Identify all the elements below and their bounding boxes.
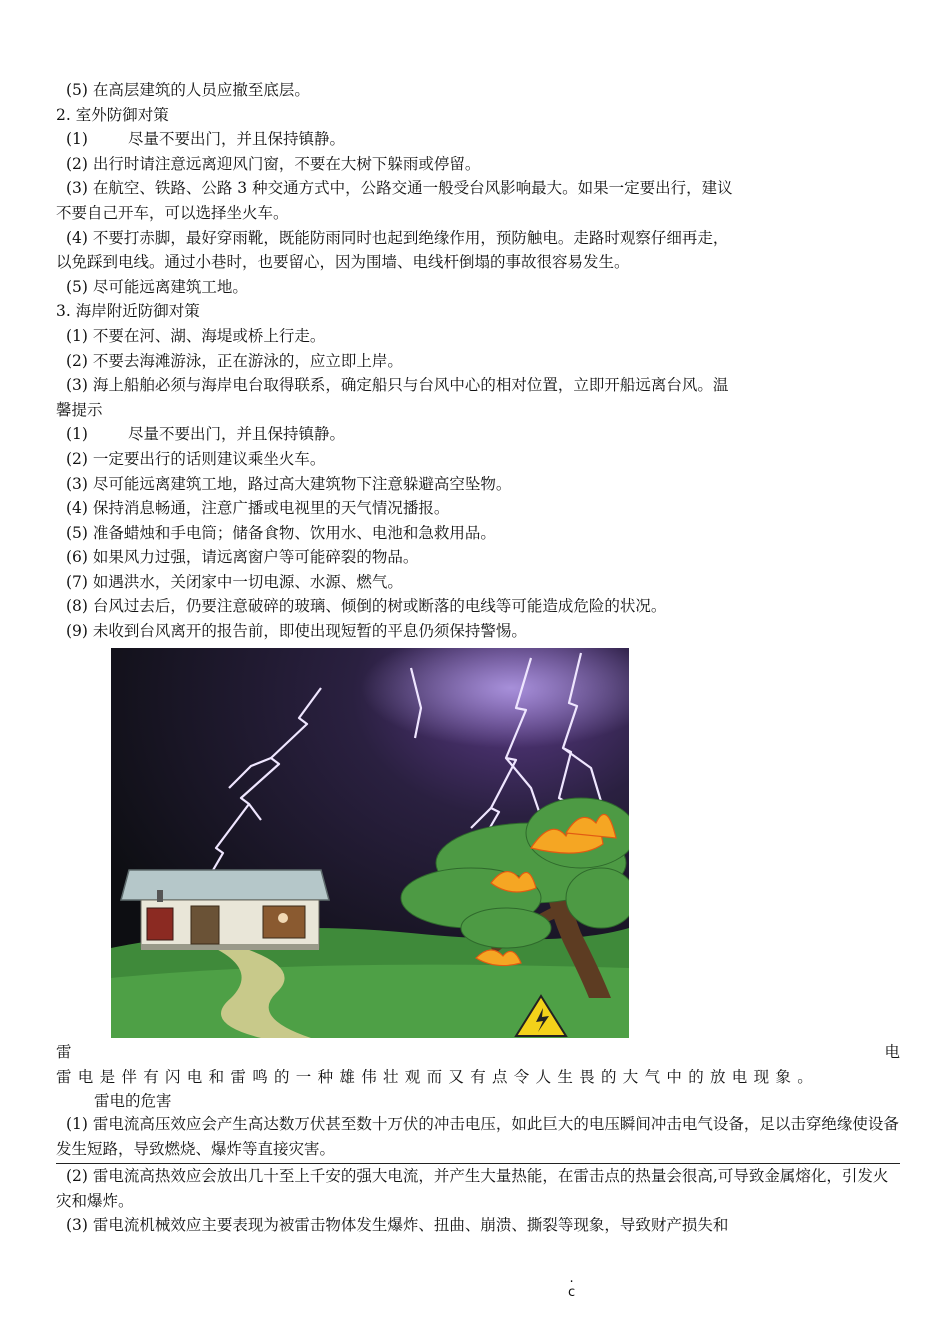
paragraph-line: (9) 未收到台风离开的报告前，即使出现短暂的平息仍须保持警惕。 <box>66 622 527 641</box>
paragraph-line: (5) 尽可能远离建筑工地。 <box>66 277 248 296</box>
paragraph-line: (2) 出行时请注意远离迎风门窗，不要在大树下躲雨或停留。 <box>66 154 481 173</box>
section-heading: 3. 海岸附近防御对策 <box>56 302 200 321</box>
paragraph-line: (3) 在航空、铁路、公路 3 种交通方式中，公路交通一般受台风影响最大。如果一定要出行，建议 <box>66 179 733 198</box>
paragraph-line: (6) 如果风力过强，请远离窗户等可能碎裂的物品。 <box>66 548 419 567</box>
lightning-definition: 雷电是伴有闪电和雷鸣的一种雄伟壮观而又有点令人生畏的大气中的放电现象。 <box>56 1068 820 1086</box>
paragraph-line: (8) 台风过去后，仍要注意破碎的玻璃、倾倒的树或断落的电线等可能造成危险的状况。 <box>66 597 667 616</box>
paragraph-line: 以免踩到电线。通过小巷时，也要留心，因为围墙、电线杆倒塌的事故很容易发生。 <box>56 253 630 272</box>
document-body <box>56 78 900 644</box>
justified-title-line <box>56 1040 900 1065</box>
paragraph-line: (4) 保持消息畅通，注意广播或电视里的天气情况播报。 <box>66 499 450 518</box>
footer-dot: . <box>569 1271 574 1286</box>
split-left-char: 雷 <box>56 1043 72 1061</box>
paragraph-line: (7) 如遇洪水，关闭家中一切电源、水源、燃气。 <box>66 572 403 591</box>
split-right-char: 电 <box>884 1043 900 1061</box>
paragraph-line: 馨提示 <box>56 400 103 419</box>
section-heading: 雷电的危害 <box>94 1092 172 1110</box>
paragraph: (2) 雷电流高热效应会放出几十至上千安的强大电流，并产生大量热能，在雷击点的热量会很高,可导致金属熔化，引发火灾和爆炸。 <box>56 1167 889 1210</box>
paragraph-line: (2) 一定要出行的话则建议乘坐火车。 <box>66 449 326 468</box>
paragraph-line: (3) 尽可能远离建筑工地，路过高大建筑物下注意躲避高空坠物。 <box>66 474 512 493</box>
paragraph-line: 不要自己开车，可以选择坐火车。 <box>56 203 289 222</box>
paragraph-line: (2) 不要去海滩游泳，正在游泳的，应立即上岸。 <box>66 351 403 370</box>
paragraph-line: (1) 尽量不要出门，并且保持镇静。 <box>66 425 345 444</box>
lightning-scene <box>111 648 629 1038</box>
paragraph-line: (1) 不要在河、湖、海堤或桥上行走。 <box>66 326 326 345</box>
paragraph-line: (5) 准备蜡烛和手电筒；储备食物、饮用水、电池和急救用品。 <box>66 523 496 542</box>
paragraph: (1) 雷电流高压效应会产生高达数万伏甚至数十万伏的冲击电压，如此巨大的电压瞬间冲击电气设备，足以击穿绝缘使设备发生短路，导致燃烧、爆炸等直接灾害。 <box>56 1115 899 1158</box>
section-heading: 2. 室外防御对策 <box>56 105 169 124</box>
lightning-hazards <box>56 1112 900 1238</box>
house <box>121 870 329 950</box>
lightning-illustration <box>111 648 629 1038</box>
paragraph-line: (4) 不要打赤脚，最好穿雨靴，既能防雨同时也起到绝缘作用，预防触电。走路时观察仔细再走， <box>66 228 729 247</box>
paragraph-line: (5) 在高层建筑的人员应撤至底层。 <box>66 81 310 99</box>
footer-letter: c <box>568 1285 576 1300</box>
paragraph-line: (1) 尽量不要出门，并且保持镇静。 <box>66 130 345 149</box>
paragraph-line: (3) 海上船舶必须与海岸电台取得联系，确定船只与台风中心的相对位置，立即开船远离台风。温 <box>66 376 729 395</box>
page-footer <box>568 1272 575 1300</box>
paragraph: (3) 雷电流机械效应主要表现为被雷击物体发生爆炸、扭曲、崩溃、撕裂等现象，导致财产损失和 <box>66 1216 729 1235</box>
